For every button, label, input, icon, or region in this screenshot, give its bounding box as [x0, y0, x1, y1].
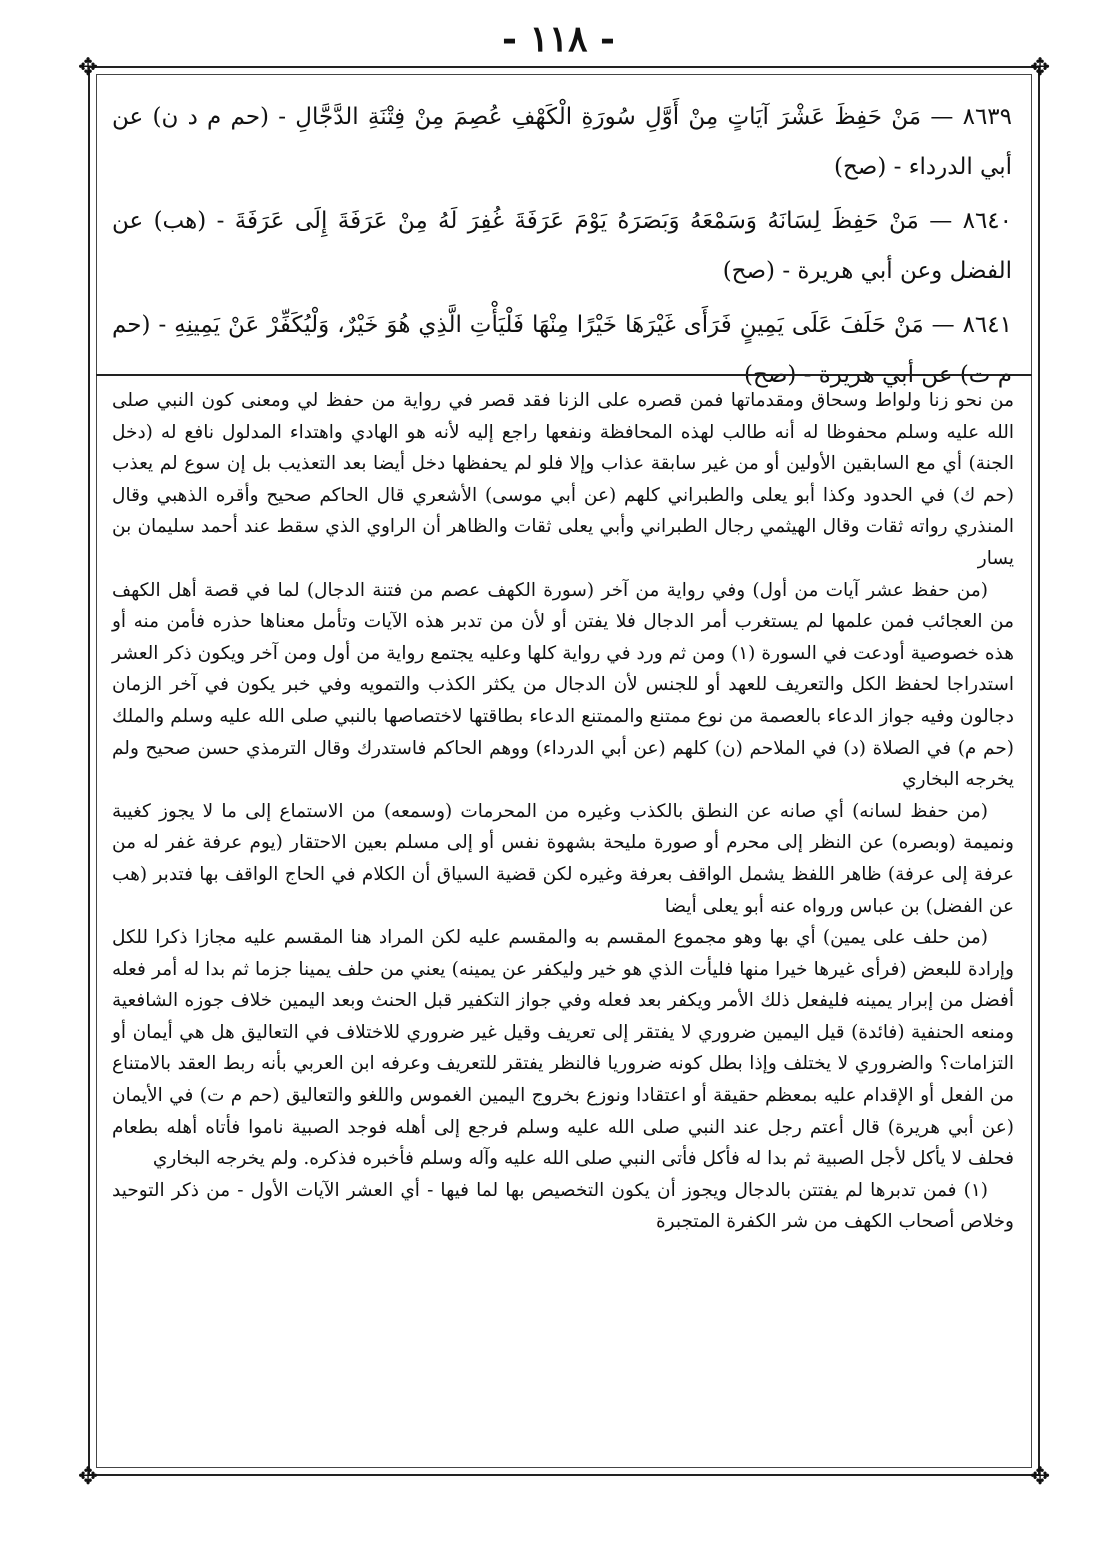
ornament-icon: ✥ — [1029, 1462, 1051, 1490]
hadith-text: — مَنْ حَفِظَ لِسَانَهُ وَسَمْعَهُ وَبَصَرَهُ يَوْمَ عَرَفَةَ غُفِرَ لَهُ مِنْ عَرَفَةَ إِلَى عَرَفَةَ - (هب) عن الفضل وعن أبي هريرة - (صح) — [112, 208, 1012, 284]
hadith-8640 — [112, 196, 1012, 296]
hadith-number: ٨٦٤١ — [962, 312, 1012, 338]
commentary-paragraph: (من حلف على يمين) أي بها وهو مجموع المقسم به والمقسم عليه لكن المراد هنا المقسم عليه مجازا ذكرا للكل وإرادة للبعض (فرأى غيرها خيرا منها فليأت الذي هو خير وليكفر عن يمينه) يعني من حلف يمينا جزما ثم بدا له أمر فعله أفضل من إبرار يمينه فليفعل ذلك الأمر ويكفر بعد فعله وفي جواز التكفير قبل الحنث وبعد اليمين خلاف جوزه الشافعية ومنعه الحنفية (فائدة) قيل اليمين ضروري لا يفتقر إلى تعريف وقيل غير ضروري للاختلاف في التعاليق هل هي أيمان أو التزامات؟ والضروري لا يختلف وإذا بطل كونه ضروريا فالنظر يفتقر للتعريف وعرفه ابن العربي بأنه ربط العقد بالامتناع من الفعل أو الإقدام عليه بمعظم حقيقة أو اعتقادا ونوزع بخروج اليمين الغموس واللغو والتعاليق (حم م ت) في الأيمان (عن أبي هريرة) قال أعتم رجل عند النبي صلى الله عليه وسلم فرجع إلى أهله فوجد الصبية ناموا فأتاه أهله بطعام فحلف لا يأكل لأجل الصبية ثم بدا له فأكل فأتى النبي صلى الله عليه وآله وسلم فأخبره فذكره. ولم يخرجه البخاري — [112, 927, 1014, 1170]
commentary-paragraph: (من حفظ عشر آيات من أول) وفي رواية من آخر (سورة الكهف عصم من فتنة الدجال) لما في قصة أهل الكهف من العجائب فمن علمها لم يستغرب أمر الدجال فلا يفتن أو لأن من تدبر هذه الآيات وتأمل معناها حذره فأمن منه أو هذه خصوصية أودعت في السورة (١) ومن ثم ورد في رواية كلها وعليه يجتمع رواية من أول ومن آخر ويكون ذكر العشر استدراجا لحفظ الكل والتعريف للعهد أو للجنس لأن الدجال من يكثر الكذب والتمويه وفي خبر يكون في آخر الزمان دجالون وفيه جواز الدعاء بالعصمة من نوع ممتنع والممتنع الدعاء بطاقتها لاختصاصها بالنبي صلى الله عليه وسلم والملك (حم م) في الصلاة (د) في الملاحم (ن) كلهم (عن أبي الدرداء) ووهم الحاكم فاستدرك وقال الترمذي حسن صحيح ولم يخرجه البخاري — [112, 579, 1014, 791]
section-divider — [96, 374, 1032, 376]
hadith-text: — مَنْ حَفِظَ عَشْرَ آيَاتٍ مِنْ أَوَّلِ سُورَةِ الْكَهْفِ عُصِمَ مِنْ فِتْنَةِ الدَّجَّالِ - (حم م د ن) عن أبي الدرداء - (صح) — [112, 104, 1012, 180]
page-number: - ١١٨ - — [502, 18, 615, 60]
commentary-paragraph: من نحو زنا ولواط وسحاق ومقدماتها فمن قصره على الزنا فقد قصر في رواية من حفظ لي ومعنى كون النبي صلى الله عليه وسلم محفوظا له أنه طالب لهذه المحافظة ونفعها راجع إليه لأنه هو الهادي واهتداء المدلول نافع له (دخل الجنة) أي مع السابقين الأولين أو من غير سابقة عذاب وإلا فلو لم يحفظها دخل أيضا بعد التعذيب بل إن سوع لم يعذب (حم ك) في الحدود وكذا أبو يعلى والطبراني كلهم (عن أبي موسى) الأشعري قال الحاكم صحيح وأقره الذهبي وقال المنذري رواته ثقات وقال الهيثمي رجال الطبراني وأبي يعلى ثقات والظاهر أن الراوي الذي سقط عند أحمد سليمان بن يسار — [112, 390, 1014, 569]
footnote: (١) فمن تدبرها لم يفتتن بالدجال ويجوز أن يكون التخصيص بها لما فيها - أي العشر الآيات الأول - من ذكر التوحيد وخلاص أصحاب الكهف من شر الكفرة المتجبرة — [112, 1179, 1014, 1233]
hadith-8639 — [112, 92, 1012, 192]
hadith-number: ٨٦٤٠ — [962, 208, 1013, 234]
ornament-icon: ✥ — [77, 53, 99, 81]
ornament-icon: ✥ — [77, 1462, 99, 1490]
hadith-text: — مَنْ حَلَفَ عَلَى يَمِينٍ فَرَأَى غَيْرَهَا خَيْرًا مِنْهَا فَلْيَأْتِ الَّذِي هُوَ خَيْرٌ، وَلْيُكَفِّرْ عَنْ يَمِينِهِ - (حم م ت) عن أبي هريرة - (صح) — [112, 312, 1012, 388]
hadith-list — [112, 92, 1012, 404]
ornament-icon: ✥ — [1029, 53, 1051, 81]
commentary-paragraph: (من حفظ لسانه) أي صانه عن النطق بالكذب وغيره من المحرمات (وسمعه) من الاستماع إلى ما لا يجوز كغيبة ونميمة (وبصره) عن النظر إلى محرم أو صورة مليحة بشهوة نفس أو إلى مسلم بعين الاحتقار (يوم عرفة غفر له من عرفة إلى عرفة) ظاهر اللفظ يشمل الواقف بعرفة وغيره لكن قضية السياق أن الكلام في الحاج الواقف بها فتدبر (هب عن الفضل) بن عباس ورواه عنه أبو يعلى أيضا — [112, 800, 1014, 917]
commentary — [112, 385, 1014, 1238]
hadith-number: ٨٦٣٩ — [962, 104, 1013, 130]
